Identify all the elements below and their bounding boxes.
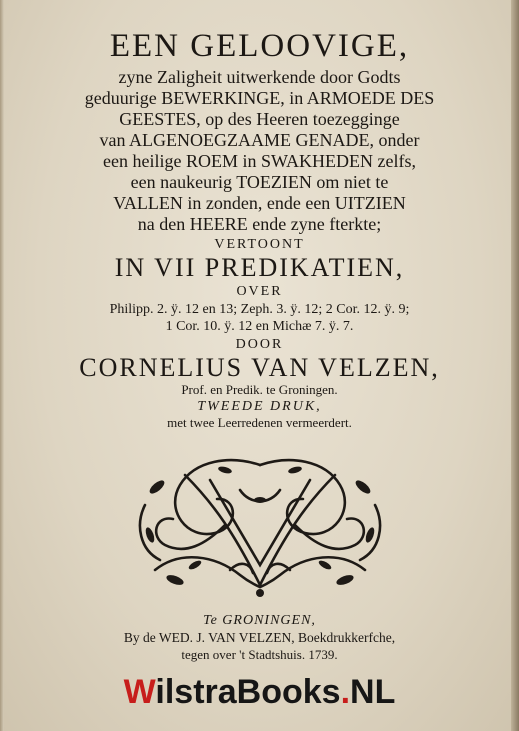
subtitle-line-2: geduurige BEWERKINGE, in ARMOEDE DES bbox=[84, 88, 435, 108]
watermark-logo bbox=[0, 672, 519, 712]
vertoont-label: VERTOONT bbox=[214, 237, 305, 252]
floral-monogram-ornament-icon bbox=[125, 445, 395, 605]
imprint-address-year: tegen over 't Stadtshuis. 1739. bbox=[181, 647, 338, 662]
scripture-refs-1: Philipp. 2. ÿ. 12 en 13; Zeph. 3. ÿ. 12; 2 Cor. 12. ÿ. 9; bbox=[109, 302, 410, 317]
edition-label: TWEEDE DRUK, bbox=[197, 399, 322, 414]
subtitle-line-3: GEESTES, op des Heeren toezegginge bbox=[119, 109, 400, 129]
subtitle-line-7: VALLEN in zonden, ende een UITZIEN bbox=[113, 193, 406, 213]
author-title: Prof. en Predik. te Groningen. bbox=[181, 382, 338, 397]
subtitle-line-8: na den HEERE ende zyne fterkte; bbox=[137, 214, 382, 234]
edition-note: met twee Leerredenen vermeerdert. bbox=[167, 415, 352, 430]
subtitle-line-5: een heilige ROEM in SWAKHEDEN zelfs, bbox=[103, 151, 416, 171]
subtitle-line-1: zyne Zaligheit uitwerkende door Godts bbox=[118, 67, 401, 87]
author-name: CORNELIUS VAN VELZEN, bbox=[79, 353, 440, 382]
predikatien-heading: IN VII PREDIKATIEN, bbox=[114, 253, 405, 282]
watermark-w: W bbox=[123, 673, 156, 711]
subtitle-line-4: van ALGENOEGZAAME GENADE, onder bbox=[99, 130, 420, 150]
title-block bbox=[0, 30, 519, 431]
scripture-refs-2: 1 Cor. 10. ÿ. 12 en Michæ 7. ÿ. 7. bbox=[165, 319, 354, 334]
watermark-rest: ilstraBooks bbox=[155, 673, 341, 711]
subtitle-line-6: een naukeurig TOEZIEN om niet te bbox=[130, 172, 389, 192]
imprint-block bbox=[0, 612, 519, 663]
watermark-nl: NL bbox=[350, 673, 396, 711]
imprint-printer: By de WED. J. VAN VELZEN, Boekdrukkerfche, bbox=[123, 630, 396, 645]
over-label: OVER bbox=[236, 284, 283, 299]
imprint-place: Te GRONINGEN, bbox=[203, 613, 316, 628]
main-title: EEN GELOOVIGE, bbox=[109, 28, 410, 64]
door-label: DOOR bbox=[235, 337, 284, 352]
watermark-dot: . bbox=[340, 673, 351, 711]
